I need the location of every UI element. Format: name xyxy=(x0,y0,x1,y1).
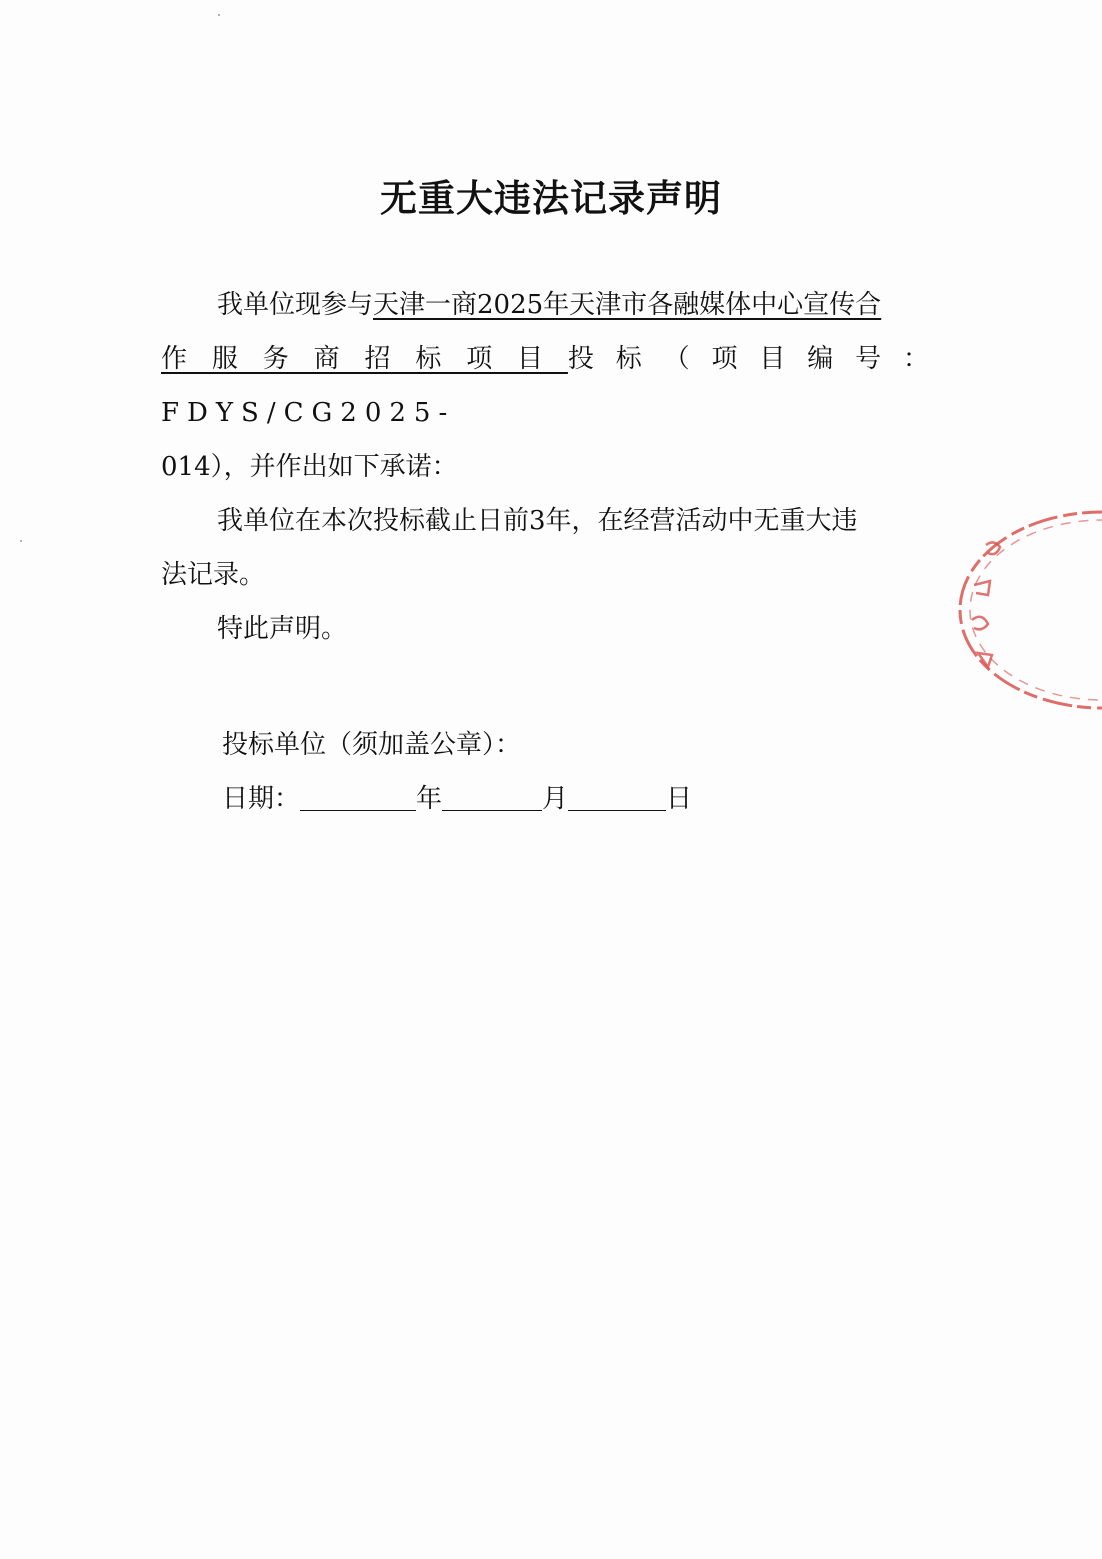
year-blank xyxy=(300,780,416,811)
day-blank xyxy=(568,780,666,811)
company-seal-stamp xyxy=(952,505,1102,715)
date-label: 日期： xyxy=(222,784,301,814)
project-name-cont: 作服务商招标项目 xyxy=(161,344,568,374)
paragraph-closing: 特此声明。 xyxy=(217,614,348,644)
year-label: 年 xyxy=(416,784,443,814)
paragraph-no-violation-line2: 法记录。 xyxy=(161,560,266,590)
scan-speck xyxy=(218,14,220,16)
paragraph-commitment-line2 xyxy=(161,332,937,440)
day-label: 日 xyxy=(666,784,693,814)
month-blank xyxy=(442,780,542,811)
paragraph-commitment-line1: 我单位现参与天津一商2025年天津市各融媒体中心宣传合 xyxy=(217,290,882,320)
paragraph-no-violation-line1: 我单位在本次投标截止日前3年，在经营活动中无重大违 xyxy=(217,506,858,536)
month-label: 月 xyxy=(542,784,569,814)
project-number: 投标（项目编号：FDYS/CG2025- xyxy=(161,344,937,428)
project-name: 天津一商2025年天津市各融媒体中心宣传合 xyxy=(373,290,882,320)
statement-body xyxy=(161,278,937,656)
paragraph-commitment-line3: 014），并作出如下承诺： xyxy=(161,452,458,482)
document-title: 无重大违法记录声明 xyxy=(380,177,722,220)
bidder-signature-label: 投标单位（须加盖公章）： xyxy=(222,730,522,760)
scan-speck xyxy=(20,540,22,542)
date-line xyxy=(222,772,692,826)
